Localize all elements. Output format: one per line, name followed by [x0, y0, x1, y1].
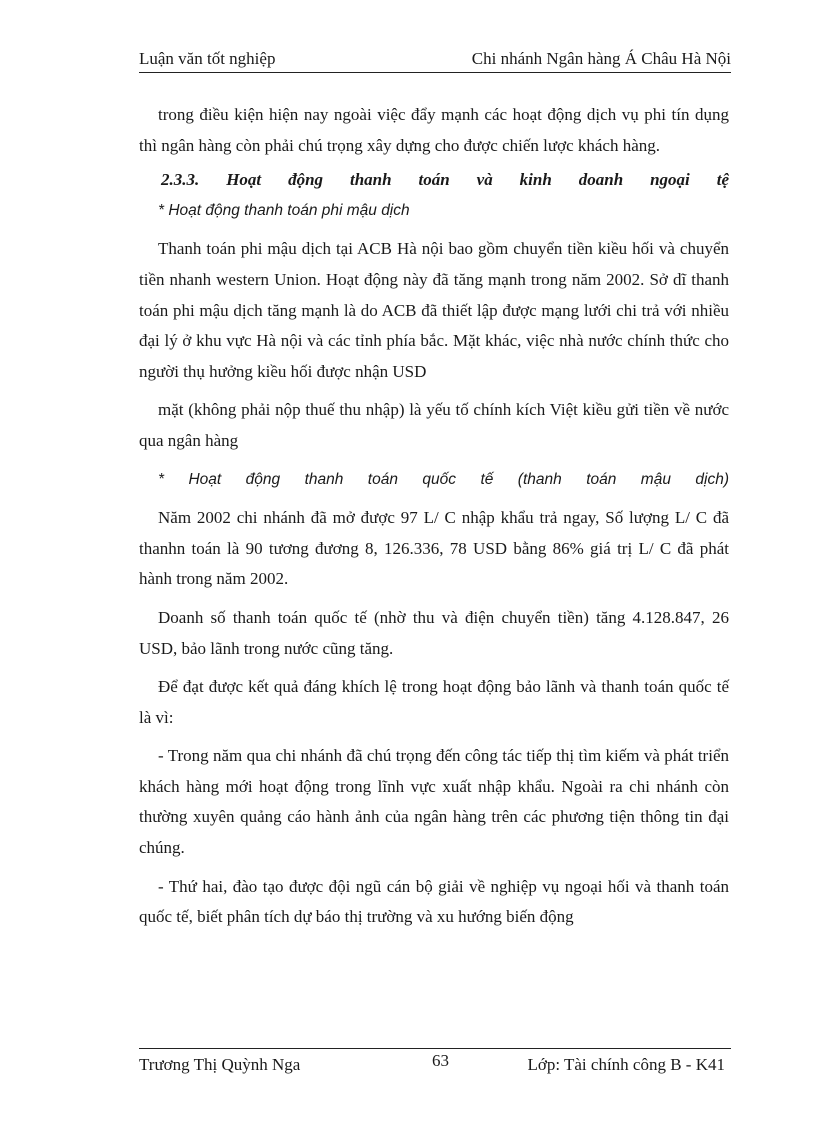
- header-thesis-title: Luận văn tốt nghiệp: [139, 49, 276, 68]
- paragraph-intro: trong điều kiện hiện nay ngoài việc đẩy mạnh các hoạt động dịch vụ phi tín dụng thì ngân hàng còn phải chú trọng xây dựng cho được chiến lược khách hàng.: [139, 105, 729, 155]
- page-header: [139, 48, 731, 73]
- footer-class: Lớp: Tài chính công B - K41: [527, 1055, 725, 1074]
- page-body: [139, 100, 729, 933]
- paragraph-tax-exemption: mặt (không phải nộp thuế thu nhập) là yếu tố chính kích Việt kiều gửi tiền về nước qua ngân hàng: [139, 400, 729, 450]
- paragraph-reasons-intro: Để đạt được kết quả đáng khích lệ trong hoạt động bảo lãnh và thanh toán quốc tế là vì:: [139, 677, 729, 727]
- subheading-non-trade-payment: * Hoạt động thanh toán phi mậu dịch: [158, 201, 410, 219]
- page-footer: [139, 1048, 731, 1079]
- header-branch-name: Chi nhánh Ngân hàng Á Châu Hà Nội: [471, 49, 731, 68]
- section-heading: 2.3.3. Hoạt động thanh toán và kinh doanh ngoại tệ: [161, 170, 729, 190]
- subheading-international-payment: * Hoạt động thanh toán quốc tế (thanh toán mậu dịch): [158, 470, 729, 488]
- paragraph-lc-stats: Năm 2002 chi nhánh đã mở được 97 L/ C nhập khẩu trả ngay, Số lượng L/ C đã thanhn toán là 90 tương đương 8, 126.336, 78 USD bằng 86% giá trị L/ C đã phát hành trong năm 2002.: [139, 508, 729, 589]
- paragraph-reason-training: - Thứ hai, đào tạo được đội ngũ cán bộ giải về nghiệp vụ ngoại hối và thanh toán quốc tế, biết phân tích dự báo thị trường và xu hướng biến động: [139, 876, 729, 927]
- paragraph-reason-marketing: - Trong năm qua chi nhánh đã chú trọng đến công tác tiếp thị tìm kiếm và phát triển khách hàng mới hoạt động trong lĩnh vực xuất nhập khẩu. Ngoài ra chi nhánh còn thường xuyên quảng cáo hành ảnh của ngân hàng trên các phương tiện thông tin đại chúng.: [139, 746, 729, 858]
- footer-author: Trương Thị Quỳnh Nga: [139, 1055, 301, 1074]
- paragraph-payment-turnover: Doanh số thanh toán quốc tế (nhờ thu và điện chuyển tiền) tăng 4.128.847, 26 USD, bảo lãnh trong nước cũng tăng.: [139, 607, 729, 658]
- page-number: 63: [432, 1051, 449, 1070]
- paragraph-non-trade-payment: Thanh toán phi mậu dịch tại ACB Hà nội bao gồm chuyển tiền kiều hối và chuyển tiền nhanh western Union. Hoạt động này đã tăng mạnh trong năm 2002. Sở dĩ thanh toán phi mậu dịch tăng mạnh là do ACB đã thiết lập được mạng lưới chi trả với nhiều đại lý ở khu vực Hà nội và các tỉnh phía bắc. Mặt khác, việc nhà nước chính thức cho người thụ hưởng kiều hối được nhận USD: [139, 239, 729, 381]
